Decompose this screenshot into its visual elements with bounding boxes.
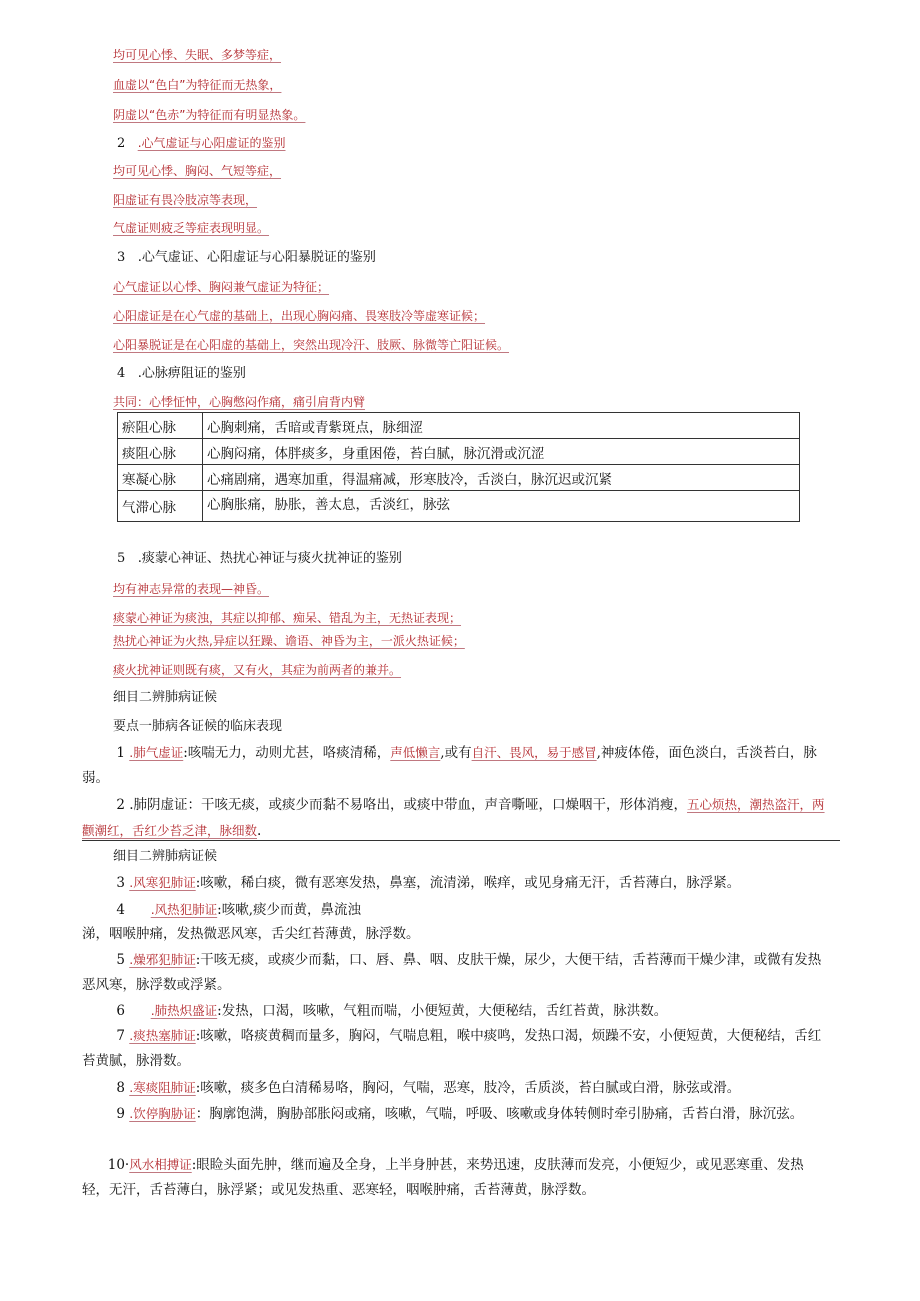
heading-number: 4	[117, 366, 126, 381]
syndrome-table	[117, 412, 800, 522]
paragraph-text: .	[257, 823, 262, 839]
paragraph-4	[82, 897, 827, 923]
paragraph-text: ,或有	[440, 745, 472, 761]
syndrome-name: .痰热塞肺证	[129, 1028, 196, 1043]
syndrome-name: .肺热炽盛证	[150, 1003, 218, 1018]
syndrome-name: 风水相搏证	[129, 1157, 192, 1172]
item-number: 9	[116, 1106, 125, 1122]
text-line: 热扰心神证为火热,异症以狂躁、谵语、神昏为主，一派火热证候；	[113, 634, 465, 648]
heading-3	[117, 249, 376, 267]
text-line: 阴虚以“色赤”为特征而有明显热象。	[113, 108, 306, 122]
table-row	[118, 439, 800, 465]
text-line: 气虚证则疲乏等症表现明显。	[113, 221, 270, 235]
paragraph-text: :咳喘无力，动则尤甚，咯痰清稀，	[183, 745, 391, 761]
paragraph-text: :发热，口渴，咳嗽，气粗而喘，小便短黄，大便秘结，舌红苔黄，脉洪数。	[217, 1003, 668, 1019]
paragraph-2	[82, 792, 827, 844]
highlight-text: 五心烦热，潮热盗汗，两颧潮红，舌红少苔乏津，脉细数	[82, 797, 825, 838]
item-number: 8	[116, 1080, 125, 1096]
text-line: 痰火扰神证则既有痰，又有火，其症为前两者的兼并。	[113, 663, 402, 677]
section-title: 细目二辨肺病证候	[113, 690, 218, 705]
syndrome-name: .风寒犯肺证	[129, 875, 196, 890]
item-number: 10·	[107, 1157, 130, 1173]
table-cell-name: 寒凝心脉	[118, 465, 203, 491]
item-number: 1	[116, 745, 125, 761]
item-number: 2	[116, 797, 125, 813]
table-cell-name: 气滞心脉	[118, 491, 203, 522]
syndrome-name: .燥邪犯肺证	[129, 952, 196, 967]
item-number: 5	[116, 952, 125, 968]
table-row	[118, 413, 800, 439]
table-cell-name: 痰阻心脉	[118, 439, 203, 465]
divider	[82, 840, 840, 841]
table-cell-desc: 心胸闷痛，体胖痰多，身重困倦，苔白腻，脉沉滑或沉涩	[203, 439, 800, 465]
paragraph-text: :干咳无痰，或痰少而黏，口、唇、鼻、咽、皮肤干燥，尿少，大便干结，舌苔薄而干燥少津，或微有发热恶风寒，脉浮数或浮紧。	[82, 952, 822, 993]
heading-text: .心脉痹阻证的鉴别	[137, 366, 246, 381]
syndrome-name: .寒痰阻肺证	[129, 1080, 196, 1095]
heading-text: .心气虚证与心阳虚证的鉴别	[137, 136, 286, 150]
item-number: 3	[116, 875, 125, 891]
paragraph-text: :咳嗽，痰多色白清稀易咯，胸闷，气喘，恶寒，肢冷，舌质淡，苔白腻或白滑，脉弦或滑。	[195, 1080, 741, 1096]
text-line: 血虚以“色白”为特征而无热象，	[113, 78, 282, 92]
text-line: 均有神志异常的表现—神昏。	[113, 582, 270, 596]
paragraph-10	[82, 1152, 827, 1203]
paragraph-7	[82, 1023, 827, 1074]
paragraph-text: :咳嗽，咯痰黄稠而量多，胸闷，气喘息粗，喉中痰鸣，发热口渴，烦躁不安，小便短黄，大便秘结，舌红苔黄腻，脉滑数。	[82, 1028, 822, 1069]
paragraph-text: ：胸廓饱满，胸胁部胀闷或痛，咳嗽，气喘，呼吸、咳嗽或身体转侧时牵引胁痛，舌苔白滑，脉沉弦。	[195, 1106, 804, 1122]
paragraph-4-cont: 涕，咽喉肿痛，发热微恶风寒，舌尖红苔薄黄，脉浮数。	[82, 926, 420, 942]
syndrome-name: .肺气虚证	[129, 745, 184, 760]
text-line: 痰蒙心神证为痰浊，其症以抑郁、痴呆、错乱为主，无热证表现；	[113, 611, 462, 625]
text-line: 阳虚证有畏冷肢凉等表现，	[113, 193, 258, 207]
text-line: 心气虚证以心悸、胸闷兼气虚证为特征；	[113, 280, 330, 294]
text-line: 心阳虚证是在心气虚的基础上，出现心胸闷痛、畏寒肢冷等虚寒证候；	[113, 309, 486, 323]
heading-number: 2	[117, 136, 126, 151]
heading-2	[117, 134, 286, 153]
table-cell-desc: 心胸胀痛，胁胀，善太息，舌淡红，脉弦	[203, 491, 800, 522]
text-line: 均可见心悸、胸闷、气短等症，	[113, 164, 282, 178]
paragraph-3	[82, 870, 827, 896]
table-cell-desc: 心痛剧痛，遇寒加重，得温痛减，形寒肢冷，舌淡白，脉沉迟或沉紧	[203, 465, 800, 491]
paragraph-text: .肺阴虚证：干咳无痰，或痰少而黏不易咯出，或痰中带血，声音嘶哑，口燥咽干，形体消瘦，	[129, 797, 688, 813]
heading-text: .心气虚证、心阳虚证与心阳暴脱证的鉴别	[137, 250, 376, 265]
item-number: 7	[116, 1028, 125, 1044]
paragraph-8	[82, 1075, 827, 1101]
paragraph-9	[82, 1101, 827, 1127]
item-number: 6	[116, 1003, 125, 1019]
paragraph-text: :咳嗽，稀白痰，微有恶寒发热，鼻塞，流清涕，喉痒，或见身痛无汗，舌苔薄白，脉浮紧。	[195, 875, 741, 891]
heading-4	[117, 365, 246, 383]
highlight-text: 声低懒言	[390, 745, 441, 760]
text-line: 均可见心悸、失眠、多梦等症，	[113, 48, 282, 62]
heading-number: 5	[117, 551, 126, 566]
heading-text: .痰蒙心神证、热扰心神证与痰火扰神证的鉴别	[137, 551, 402, 566]
paragraph-6	[82, 998, 827, 1024]
table-cell-desc: 心胸刺痛，舌暗或青紫斑点，脉细涩	[203, 413, 800, 439]
heading-number: 3	[117, 250, 126, 265]
section-title: 细目二辨肺病证候	[113, 849, 218, 864]
paragraph-text: ,神疲体倦，面色淡白，舌淡苔白，脉弱。	[82, 745, 817, 786]
syndrome-name: .风热犯肺证	[150, 902, 218, 917]
item-number: 4	[116, 902, 125, 918]
paragraph-text: :眼睑头面先肿，继而遍及全身，上半身肿甚，来势迅速，皮肤薄而发亮，小便短少，或见恶寒重、发热轻，无汗，舌苔薄白，脉浮紧；或见发热重、恶寒轻，咽喉肿痛，舌苔薄黄，脉浮数。	[82, 1157, 804, 1198]
common-features: 共同：心悸怔忡，心胸憋闷作痛，痛引肩背内臂	[113, 395, 366, 409]
table-row	[118, 465, 800, 491]
highlight-text: 自汗、畏风，易于感冒	[471, 745, 597, 760]
table-row	[118, 491, 800, 522]
section-subtitle: 要点一肺病各证候的临床表现	[113, 719, 283, 734]
text-line: 心阳暴脱证是在心阳虚的基础上，突然出现冷汗、肢厥、脉微等亡阳证候。	[113, 338, 510, 352]
table-cell-name: 瘀阻心脉	[118, 413, 203, 439]
syndrome-name: .饮停胸胁证	[129, 1106, 196, 1121]
paragraph-text: :咳嗽,痰少而黄，鼻流浊	[217, 902, 362, 918]
paragraph-5	[82, 947, 827, 998]
heading-5	[117, 550, 402, 568]
paragraph-1	[82, 740, 827, 791]
